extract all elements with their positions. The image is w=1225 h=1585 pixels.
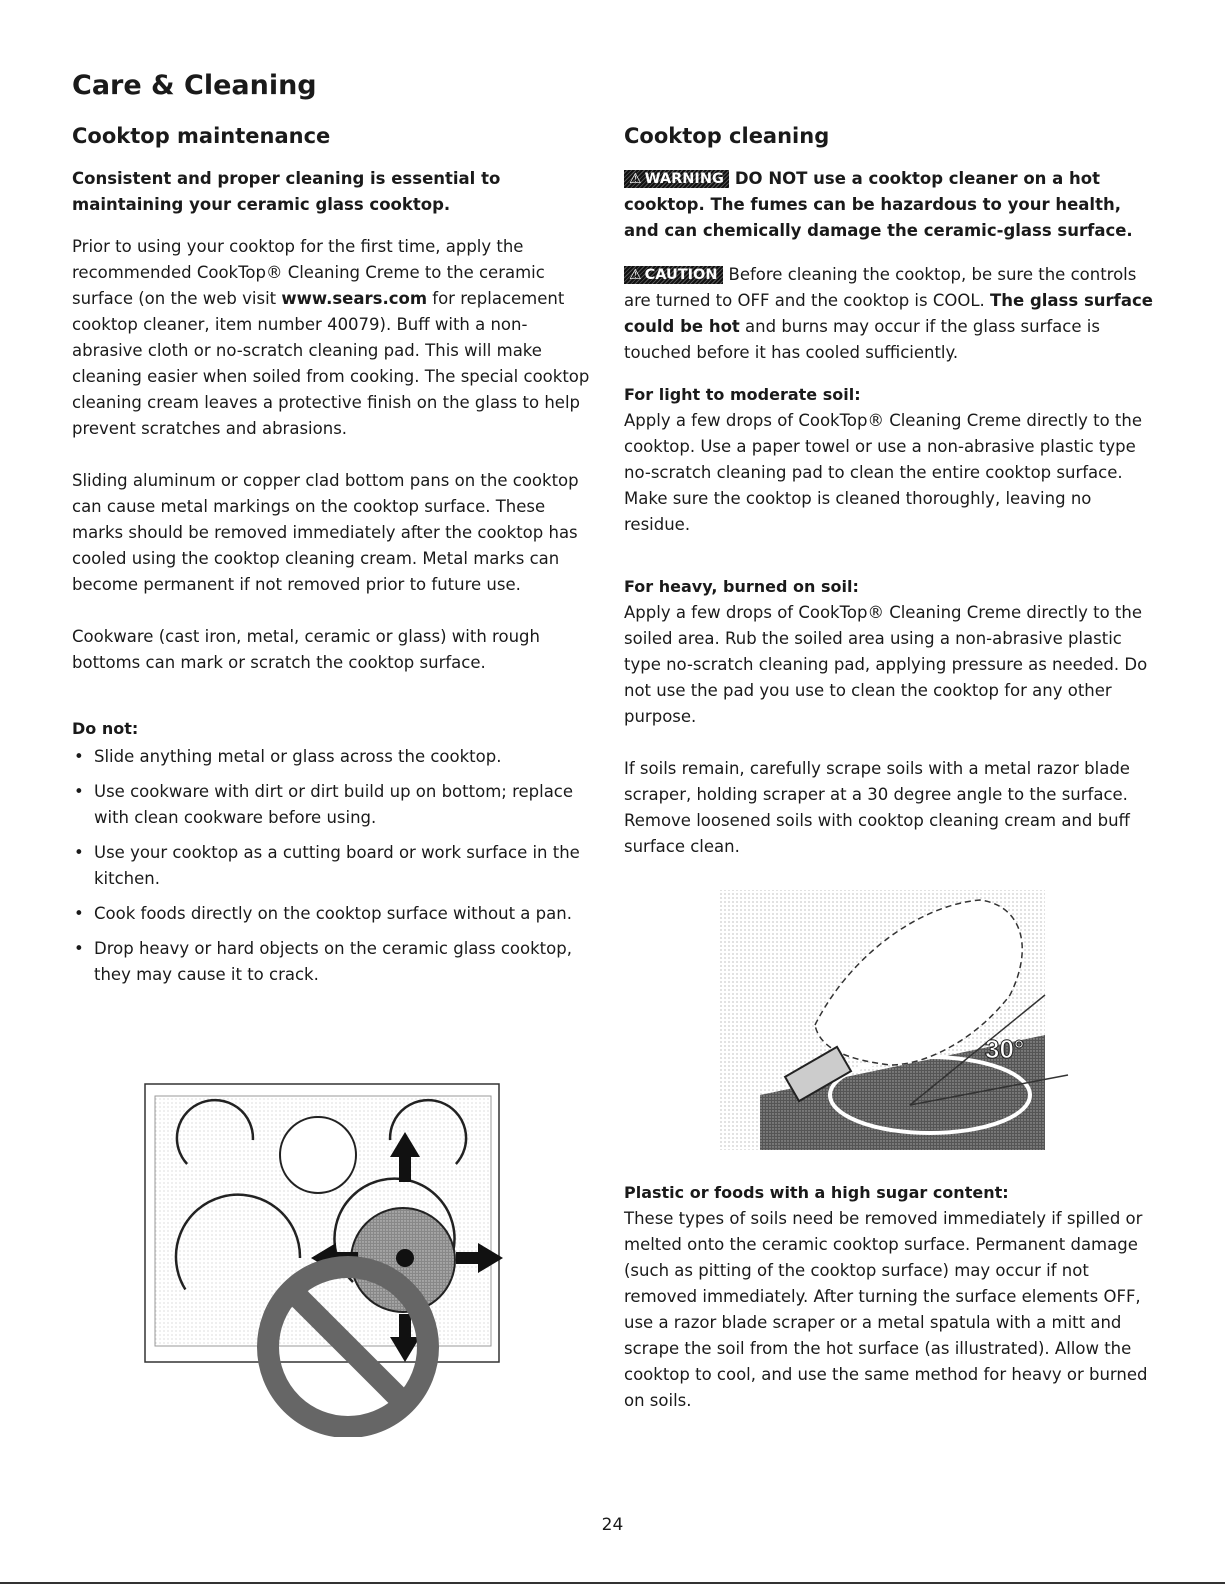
maintenance-paragraph-2: Sliding aluminum or copper clad bottom pans on the cooktop can cause metal markings on the cooktop surface. These marks should be removed immediately after the cooktop has cooled using the cooktop cleaning cream. Metal marks can become permanent if not removed prior to future use. <box>72 471 579 594</box>
bullet-icon: • <box>74 782 84 801</box>
bullet-icon: • <box>74 843 84 862</box>
list-item: • Use your cooktop as a cutting board or work surface in the kitchen. <box>72 840 592 892</box>
maintenance-lead: Consistent and proper cleaning is essential to maintaining your ceramic glass cooktop. <box>72 169 501 214</box>
bullet-icon: • <box>74 747 84 766</box>
scrape-paragraph: If soils remain, carefully scrape soils with a metal razor blade scraper, holding scraper at a 30 degree angle to the surface. Remove loosened soils with cooktop cleaning cream and buff surface clean. <box>624 759 1130 856</box>
caution-badge: ⚠ CAUTION <box>624 266 723 284</box>
cooktop-cleaning-section <box>624 124 1154 860</box>
page-number: 24 <box>601 1515 624 1535</box>
do-not-heading: Do not: <box>72 719 139 738</box>
p1-text-a: Prior to using your cooktop for the first time, apply the recommended CookTop® Cleaning Creme to the ceramic surface (on the web visit <box>72 237 545 308</box>
page-title: Care & Cleaning <box>72 70 317 101</box>
caution-triangle-icon: ⚠ <box>629 267 642 283</box>
sugar-text: These types of soils need be removed immediately if spilled or melted onto the ceramic cooktop surface. Permanent damage (such as pitting of the cooktop surface) may occur if not removed immediately. After turning the surface elements OFF, use a razor blade scraper or a metal spatula with a mitt and scrape the soil from the hot surface (as illustrated). Allow the cooktop to cool, and use the same method for heavy or burned on soils. <box>624 1209 1148 1410</box>
warning-badge: ⚠ WARNING <box>624 170 729 188</box>
heavy-soil-heading: For heavy, burned on soil: <box>624 577 859 596</box>
do-not-list <box>72 744 592 988</box>
warning-triangle-icon: ⚠ <box>629 171 642 187</box>
cooktop-cleaning-heading: Cooktop cleaning <box>624 124 830 148</box>
bullet-icon: • <box>74 904 84 923</box>
list-item: • Cook foods directly on the cooktop surface without a pan. <box>72 901 592 927</box>
sugar-heading: Plastic or foods with a high sugar content: <box>624 1183 1009 1202</box>
pan-knob <box>396 1249 414 1267</box>
maintenance-paragraph-3: Cookware (cast iron, metal, ceramic or glass) with rough bottoms can mark or scratch the cooktop surface. <box>72 627 540 672</box>
bullet-icon: • <box>74 939 84 958</box>
scraper-illustration <box>700 885 1080 1155</box>
bottom-rule <box>0 1582 1225 1584</box>
burner-top-middle <box>280 1117 356 1193</box>
light-soil-heading: For light to moderate soil: <box>624 385 861 404</box>
cooktop-maintenance-heading: Cooktop maintenance <box>72 124 331 148</box>
light-soil-text: Apply a few drops of CookTop® Cleaning Creme directly to the cooktop. Use a paper towel or use a non-abrasive plastic type no-scratch cleaning pad to clean the entire cooktop surface. Make sure the cooktop is cleaned thoroughly, leaving no residue. <box>624 411 1142 534</box>
list-item: • Slide anything metal or glass across the cooktop. <box>72 744 592 770</box>
cooktop-maintenance-section <box>72 124 592 997</box>
do-not-slide-illustration <box>143 1082 513 1437</box>
heavy-soil-text: Apply a few drops of CookTop® Cleaning Creme directly to the soiled area. Rub the soiled area using a non-abrasive plastic type no-scratch cleaning pad, applying pressure as needed. Do not use the pad you use to clean the cooktop for any other purpose. <box>624 603 1148 726</box>
caution-paragraph: ⚠ CAUTION Before cleaning the cooktop, be sure the controls are turned to OFF and the cooktop is COOL. The glass surface could be hot and burns may occur if the glass surface is touched before it has cooled sufficiently. <box>624 265 1153 362</box>
list-item: • Use cookware with dirt or dirt build up on bottom; replace with clean cookware before using. <box>72 779 592 831</box>
sugar-section <box>624 1180 1154 1414</box>
sears-link[interactable]: www.sears.com <box>281 289 428 308</box>
list-item: • Drop heavy or hard objects on the ceramic glass cooktop, they may cause it to crack. <box>72 936 592 988</box>
maintenance-paragraph-1 <box>72 234 592 442</box>
warning-paragraph: ⚠ WARNING DO NOT use a cooktop cleaner on a hot cooktop. The fumes can be hazardous to your health, and can chemically damage the ceramic-glass surface. <box>624 169 1133 240</box>
p1-text-b: for replacement cooktop cleaner, item number 40079). Buff with a non-abrasive cloth or no-scratch cleaning pad. This will make cleaning easier when soiled from cooking. The special cooktop cleaning cream leaves a protective finish on the glass to help prevent scratches and abrasions. <box>72 289 590 438</box>
angle-label: 30° <box>985 1034 1025 1064</box>
